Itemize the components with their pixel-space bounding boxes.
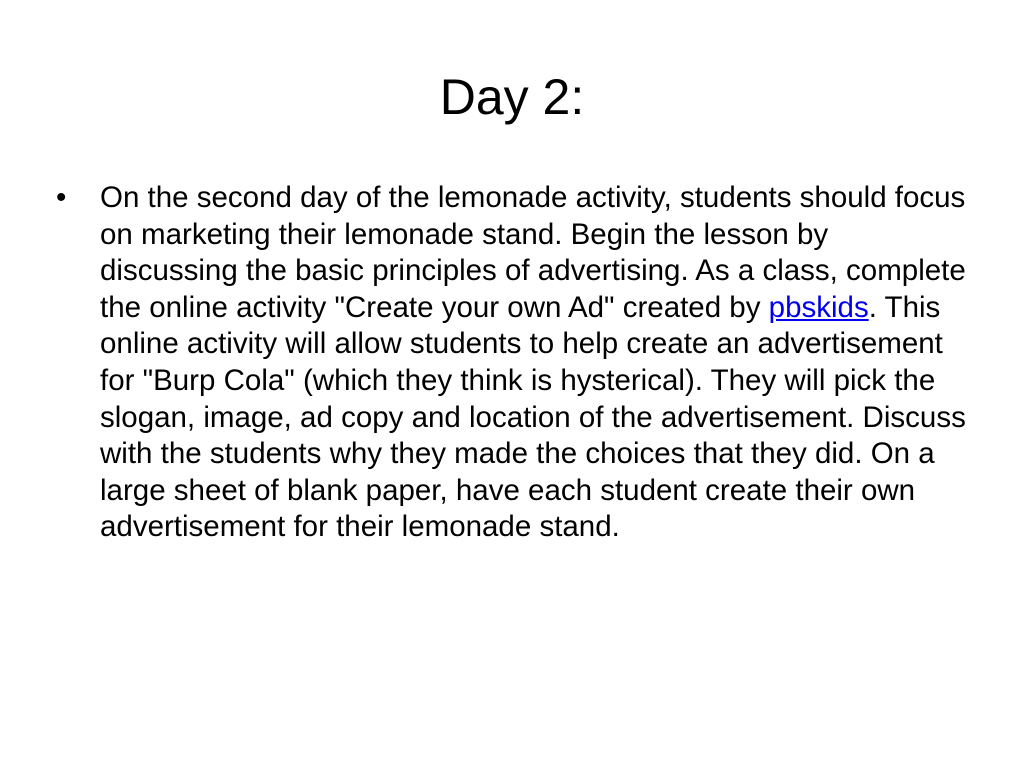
pbskids-link[interactable]: pbskids	[768, 290, 869, 324]
bullet-icon: •	[56, 181, 67, 214]
bullet-text-after-link: . This online activity will allow students to help create an advertisement for "Burp Cola" (which they think is hysterical). They will pick the slogan, image, ad copy and location of the advertisement. Discuss with the students why they made the choices that they did. On a large sheet of blank paper, have each student create their own advertisement for their lemonade stand.	[100, 290, 966, 544]
bullet-text-before-link: On the second day of the lemonade activity, students should focus on marketing their lemonade stand. Begin the lesson by discussing the basic principles of advertising. As a class, complete the online activity "Create your own Ad" created by	[100, 181, 966, 324]
slide-body	[56, 180, 966, 546]
bullet-item	[56, 180, 966, 546]
bullet-text	[100, 181, 966, 543]
slide-title: Day 2:	[439, 69, 585, 125]
